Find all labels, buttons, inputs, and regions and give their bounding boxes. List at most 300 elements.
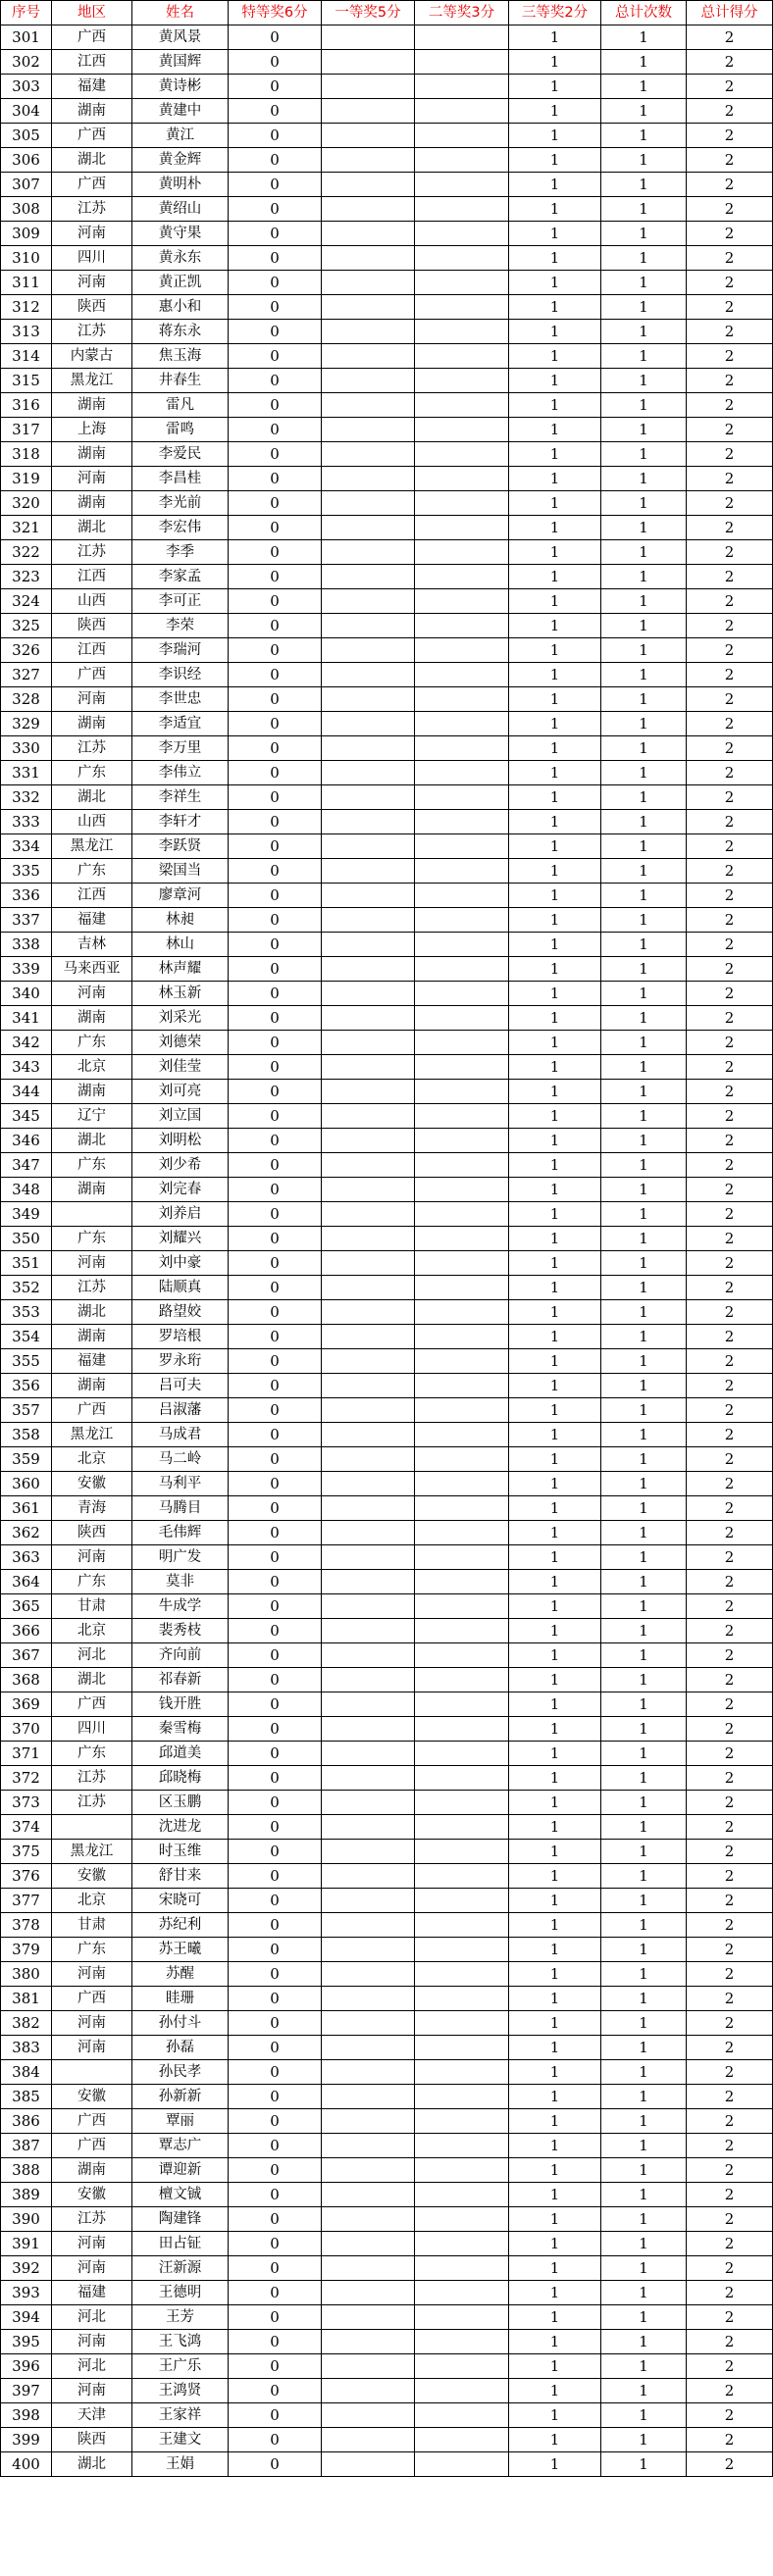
table-row xyxy=(1,736,773,761)
cell-first-prize xyxy=(322,2134,415,2158)
cell-total-count: 1 xyxy=(601,1717,687,1742)
cell-total-score: 2 xyxy=(687,2330,773,2354)
cell-first-prize xyxy=(322,1840,415,1864)
cell-special-prize: 0 xyxy=(229,344,322,369)
cell-region: 四川 xyxy=(52,1717,132,1742)
cell-third-prize: 1 xyxy=(509,491,601,516)
cell-total-score: 2 xyxy=(687,467,773,491)
table-row xyxy=(1,467,773,491)
cell-special-prize: 0 xyxy=(229,1472,322,1496)
cell-total-count: 1 xyxy=(601,25,687,50)
cell-name: 李可正 xyxy=(132,589,229,614)
cell-first-prize xyxy=(322,1742,415,1766)
cell-total-score: 2 xyxy=(687,491,773,516)
cell-second-prize xyxy=(415,614,509,638)
cell-third-prize: 1 xyxy=(509,638,601,663)
cell-region: 广东 xyxy=(52,1938,132,1962)
cell-name: 孙民孝 xyxy=(132,2060,229,2085)
cell-second-prize xyxy=(415,1349,509,1374)
cell-region: 马来西亚 xyxy=(52,957,132,982)
cell-total-score: 2 xyxy=(687,1570,773,1594)
cell-total-score: 2 xyxy=(687,1864,773,1889)
cell-second-prize xyxy=(415,320,509,344)
cell-third-prize: 1 xyxy=(509,1104,601,1129)
cell-second-prize xyxy=(415,75,509,99)
cell-third-prize: 1 xyxy=(509,1398,601,1423)
cell-total-score: 2 xyxy=(687,246,773,271)
cell-total-score: 2 xyxy=(687,369,773,393)
cell-index: 395 xyxy=(1,2330,52,2354)
cell-third-prize: 1 xyxy=(509,295,601,320)
cell-third-prize: 1 xyxy=(509,1178,601,1202)
cell-first-prize xyxy=(322,320,415,344)
cell-special-prize: 0 xyxy=(229,2183,322,2207)
cell-third-prize: 1 xyxy=(509,1766,601,1791)
cell-second-prize xyxy=(415,99,509,124)
cell-second-prize xyxy=(415,2305,509,2330)
cell-region: 广东 xyxy=(52,859,132,884)
cell-second-prize xyxy=(415,1717,509,1742)
table-row xyxy=(1,25,773,50)
cell-name: 秦雪梅 xyxy=(132,1717,229,1742)
cell-special-prize: 0 xyxy=(229,1055,322,1080)
cell-second-prize xyxy=(415,1962,509,1987)
cell-region: 河南 xyxy=(52,2256,132,2281)
cell-name: 李昌桂 xyxy=(132,467,229,491)
cell-first-prize xyxy=(322,1987,415,2011)
cell-first-prize xyxy=(322,2183,415,2207)
cell-name: 莫非 xyxy=(132,1570,229,1594)
cell-second-prize xyxy=(415,1251,509,1276)
cell-region: 河南 xyxy=(52,1962,132,1987)
cell-region: 福建 xyxy=(52,908,132,933)
cell-special-prize: 0 xyxy=(229,2330,322,2354)
cell-region: 江苏 xyxy=(52,1791,132,1815)
cell-index: 356 xyxy=(1,1374,52,1398)
cell-first-prize xyxy=(322,1055,415,1080)
cell-first-prize xyxy=(322,344,415,369)
cell-total-count: 1 xyxy=(601,246,687,271)
cell-total-count: 1 xyxy=(601,663,687,687)
cell-second-prize xyxy=(415,1006,509,1031)
cell-total-score: 2 xyxy=(687,1104,773,1129)
cell-name: 黄诗彬 xyxy=(132,75,229,99)
cell-index: 317 xyxy=(1,418,52,442)
cell-first-prize xyxy=(322,589,415,614)
cell-second-prize xyxy=(415,516,509,540)
cell-third-prize: 1 xyxy=(509,1619,601,1643)
cell-second-prize xyxy=(415,1374,509,1398)
cell-third-prize: 1 xyxy=(509,2452,601,2477)
cell-special-prize: 0 xyxy=(229,1938,322,1962)
table-row xyxy=(1,1864,773,1889)
cell-region: 河南 xyxy=(52,222,132,246)
cell-special-prize: 0 xyxy=(229,1349,322,1374)
cell-region: 河南 xyxy=(52,271,132,295)
cell-total-score: 2 xyxy=(687,1423,773,1447)
table-row xyxy=(1,1545,773,1570)
cell-name: 刘少希 xyxy=(132,1153,229,1178)
cell-first-prize xyxy=(322,2232,415,2256)
cell-second-prize xyxy=(415,369,509,393)
cell-name: 谭迎新 xyxy=(132,2158,229,2183)
cell-index: 338 xyxy=(1,933,52,957)
cell-total-count: 1 xyxy=(601,50,687,75)
table-row xyxy=(1,1006,773,1031)
table-row xyxy=(1,2452,773,2477)
cell-total-count: 1 xyxy=(601,957,687,982)
table-row xyxy=(1,1791,773,1815)
cell-second-prize xyxy=(415,908,509,933)
cell-third-prize: 1 xyxy=(509,1227,601,1251)
cell-first-prize xyxy=(322,222,415,246)
cell-second-prize xyxy=(415,2232,509,2256)
cell-special-prize: 0 xyxy=(229,834,322,859)
cell-name: 邱道美 xyxy=(132,1742,229,1766)
cell-special-prize: 0 xyxy=(229,614,322,638)
cell-special-prize: 0 xyxy=(229,2428,322,2452)
cell-second-prize xyxy=(415,957,509,982)
cell-first-prize xyxy=(322,712,415,736)
cell-total-count: 1 xyxy=(601,222,687,246)
cell-total-score: 2 xyxy=(687,1938,773,1962)
cell-third-prize: 1 xyxy=(509,75,601,99)
cell-special-prize: 0 xyxy=(229,1006,322,1031)
cell-third-prize: 1 xyxy=(509,1545,601,1570)
cell-total-score: 2 xyxy=(687,2452,773,2477)
cell-name: 林声耀 xyxy=(132,957,229,982)
cell-second-prize xyxy=(415,442,509,467)
cell-total-count: 1 xyxy=(601,1398,687,1423)
cell-name: 牛成学 xyxy=(132,1594,229,1619)
table-row xyxy=(1,75,773,99)
cell-index: 363 xyxy=(1,1545,52,1570)
cell-index: 353 xyxy=(1,1300,52,1325)
cell-total-count: 1 xyxy=(601,173,687,197)
cell-index: 374 xyxy=(1,1815,52,1840)
cell-index: 366 xyxy=(1,1619,52,1643)
cell-index: 360 xyxy=(1,1472,52,1496)
cell-region: 青海 xyxy=(52,1496,132,1521)
cell-third-prize: 1 xyxy=(509,1692,601,1717)
cell-total-score: 2 xyxy=(687,295,773,320)
cell-index: 373 xyxy=(1,1791,52,1815)
cell-special-prize: 0 xyxy=(229,540,322,565)
cell-index: 385 xyxy=(1,2085,52,2109)
cell-region: 广西 xyxy=(52,663,132,687)
table-row xyxy=(1,1668,773,1692)
cell-total-score: 2 xyxy=(687,1374,773,1398)
cell-total-score: 2 xyxy=(687,173,773,197)
cell-total-score: 2 xyxy=(687,2305,773,2330)
cell-second-prize xyxy=(415,295,509,320)
cell-name: 王广乐 xyxy=(132,2354,229,2379)
cell-third-prize: 1 xyxy=(509,687,601,712)
cell-region: 甘肃 xyxy=(52,1594,132,1619)
cell-first-prize xyxy=(322,148,415,173)
cell-first-prize xyxy=(322,2158,415,2183)
cell-total-score: 2 xyxy=(687,1815,773,1840)
cell-total-score: 2 xyxy=(687,1717,773,1742)
cell-index: 315 xyxy=(1,369,52,393)
table-row xyxy=(1,1447,773,1472)
cell-name: 林昶 xyxy=(132,908,229,933)
cell-name: 雷鸣 xyxy=(132,418,229,442)
cell-first-prize xyxy=(322,1619,415,1643)
cell-third-prize: 1 xyxy=(509,173,601,197)
cell-second-prize xyxy=(415,467,509,491)
cell-region: 湖北 xyxy=(52,1129,132,1153)
table-row xyxy=(1,1692,773,1717)
cell-region: 内蒙古 xyxy=(52,344,132,369)
table-row xyxy=(1,982,773,1006)
table-row xyxy=(1,785,773,810)
cell-second-prize xyxy=(415,540,509,565)
cell-total-count: 1 xyxy=(601,2158,687,2183)
cell-second-prize xyxy=(415,565,509,589)
table-row xyxy=(1,124,773,148)
cell-first-prize xyxy=(322,785,415,810)
cell-first-prize xyxy=(322,2330,415,2354)
cell-second-prize xyxy=(415,2330,509,2354)
table-row xyxy=(1,1349,773,1374)
cell-first-prize xyxy=(322,2036,415,2060)
cell-second-prize xyxy=(415,663,509,687)
table-row xyxy=(1,933,773,957)
cell-name: 陶建锋 xyxy=(132,2207,229,2232)
cell-special-prize: 0 xyxy=(229,1742,322,1766)
cell-index: 367 xyxy=(1,1643,52,1668)
cell-third-prize: 1 xyxy=(509,957,601,982)
cell-name: 马腾目 xyxy=(132,1496,229,1521)
cell-third-prize: 1 xyxy=(509,2183,601,2207)
cell-special-prize: 0 xyxy=(229,565,322,589)
cell-name: 马成君 xyxy=(132,1423,229,1447)
table-row xyxy=(1,1227,773,1251)
cell-total-count: 1 xyxy=(601,687,687,712)
cell-total-count: 1 xyxy=(601,467,687,491)
cell-third-prize: 1 xyxy=(509,1472,601,1496)
header-row xyxy=(1,1,773,25)
cell-special-prize: 0 xyxy=(229,1545,322,1570)
cell-name: 钱开胜 xyxy=(132,1692,229,1717)
cell-index: 330 xyxy=(1,736,52,761)
cell-total-score: 2 xyxy=(687,2207,773,2232)
cell-first-prize xyxy=(322,1227,415,1251)
cell-region: 四川 xyxy=(52,246,132,271)
cell-name: 汪新源 xyxy=(132,2256,229,2281)
table-row xyxy=(1,957,773,982)
cell-first-prize xyxy=(322,173,415,197)
cell-total-score: 2 xyxy=(687,1962,773,1987)
cell-first-prize xyxy=(322,834,415,859)
cell-total-score: 2 xyxy=(687,736,773,761)
cell-total-score: 2 xyxy=(687,1325,773,1349)
cell-total-score: 2 xyxy=(687,1153,773,1178)
cell-third-prize: 1 xyxy=(509,2354,601,2379)
cell-region xyxy=(52,1815,132,1840)
cell-total-score: 2 xyxy=(687,2379,773,2403)
cell-third-prize: 1 xyxy=(509,1742,601,1766)
table-row xyxy=(1,884,773,908)
cell-index: 302 xyxy=(1,50,52,75)
cell-second-prize xyxy=(415,1104,509,1129)
cell-total-score: 2 xyxy=(687,50,773,75)
table-row xyxy=(1,1153,773,1178)
cell-total-count: 1 xyxy=(601,2354,687,2379)
cell-total-count: 1 xyxy=(601,516,687,540)
cell-first-prize xyxy=(322,1202,415,1227)
cell-third-prize: 1 xyxy=(509,933,601,957)
cell-total-score: 2 xyxy=(687,1987,773,2011)
cell-index: 394 xyxy=(1,2305,52,2330)
cell-total-count: 1 xyxy=(601,1129,687,1153)
cell-total-count: 1 xyxy=(601,1104,687,1129)
cell-second-prize xyxy=(415,1300,509,1325)
cell-first-prize xyxy=(322,1276,415,1300)
cell-total-count: 1 xyxy=(601,2036,687,2060)
cell-name: 罗永珩 xyxy=(132,1349,229,1374)
cell-total-count: 1 xyxy=(601,2085,687,2109)
cell-total-count: 1 xyxy=(601,982,687,1006)
cell-region: 安徽 xyxy=(52,2085,132,2109)
cell-region: 河南 xyxy=(52,1251,132,1276)
cell-first-prize xyxy=(322,467,415,491)
cell-total-count: 1 xyxy=(601,2011,687,2036)
table-row xyxy=(1,663,773,687)
cell-total-score: 2 xyxy=(687,982,773,1006)
cell-special-prize: 0 xyxy=(229,712,322,736)
cell-special-prize: 0 xyxy=(229,1791,322,1815)
cell-total-score: 2 xyxy=(687,1692,773,1717)
cell-total-score: 2 xyxy=(687,148,773,173)
cell-region: 江苏 xyxy=(52,197,132,222)
cell-third-prize: 1 xyxy=(509,1594,601,1619)
table-row xyxy=(1,1521,773,1545)
cell-first-prize xyxy=(322,1938,415,1962)
cell-total-score: 2 xyxy=(687,344,773,369)
cell-special-prize: 0 xyxy=(229,491,322,516)
header-second-prize: 二等奖3分 xyxy=(415,1,509,25)
cell-first-prize xyxy=(322,516,415,540)
cell-total-score: 2 xyxy=(687,1006,773,1031)
table-row xyxy=(1,2403,773,2428)
cell-special-prize: 0 xyxy=(229,1815,322,1840)
cell-second-prize xyxy=(415,1202,509,1227)
cell-index: 351 xyxy=(1,1251,52,1276)
cell-index: 392 xyxy=(1,2256,52,2281)
cell-total-score: 2 xyxy=(687,1766,773,1791)
table-row xyxy=(1,810,773,834)
cell-index: 357 xyxy=(1,1398,52,1423)
cell-first-prize xyxy=(322,663,415,687)
cell-third-prize: 1 xyxy=(509,99,601,124)
cell-second-prize xyxy=(415,1692,509,1717)
cell-name: 李跃贤 xyxy=(132,834,229,859)
cell-first-prize xyxy=(322,1178,415,1202)
cell-name: 井春生 xyxy=(132,369,229,393)
cell-third-prize: 1 xyxy=(509,124,601,148)
cell-special-prize: 0 xyxy=(229,761,322,785)
cell-total-count: 1 xyxy=(601,565,687,589)
cell-second-prize xyxy=(415,173,509,197)
cell-index: 320 xyxy=(1,491,52,516)
cell-index: 398 xyxy=(1,2403,52,2428)
cell-name: 眭珊 xyxy=(132,1987,229,2011)
cell-total-count: 1 xyxy=(601,1227,687,1251)
cell-region: 甘肃 xyxy=(52,1913,132,1938)
cell-third-prize: 1 xyxy=(509,1815,601,1840)
cell-second-prize xyxy=(415,1521,509,1545)
cell-first-prize xyxy=(322,442,415,467)
cell-index: 389 xyxy=(1,2183,52,2207)
cell-third-prize: 1 xyxy=(509,25,601,50)
table-row xyxy=(1,1619,773,1643)
cell-special-prize: 0 xyxy=(229,124,322,148)
cell-name: 毛伟辉 xyxy=(132,1521,229,1545)
table-row xyxy=(1,2281,773,2305)
cell-special-prize: 0 xyxy=(229,2256,322,2281)
table-row xyxy=(1,1962,773,1987)
cell-index: 349 xyxy=(1,1202,52,1227)
cell-special-prize: 0 xyxy=(229,1987,322,2011)
cell-special-prize: 0 xyxy=(229,687,322,712)
cell-special-prize: 0 xyxy=(229,589,322,614)
cell-total-count: 1 xyxy=(601,2330,687,2354)
cell-name: 黄永东 xyxy=(132,246,229,271)
cell-index: 400 xyxy=(1,2452,52,2477)
cell-second-prize xyxy=(415,1496,509,1521)
cell-total-score: 2 xyxy=(687,1889,773,1913)
cell-region: 广西 xyxy=(52,124,132,148)
cell-region: 北京 xyxy=(52,1619,132,1643)
cell-second-prize xyxy=(415,1742,509,1766)
cell-special-prize: 0 xyxy=(229,393,322,418)
cell-name: 黄守果 xyxy=(132,222,229,246)
cell-index: 375 xyxy=(1,1840,52,1864)
cell-total-count: 1 xyxy=(601,2207,687,2232)
cell-total-count: 1 xyxy=(601,2183,687,2207)
table-row xyxy=(1,2256,773,2281)
cell-second-prize xyxy=(415,1227,509,1251)
cell-total-count: 1 xyxy=(601,1055,687,1080)
cell-index: 350 xyxy=(1,1227,52,1251)
cell-name: 李宏伟 xyxy=(132,516,229,540)
cell-total-count: 1 xyxy=(601,1643,687,1668)
cell-second-prize xyxy=(415,1668,509,1692)
cell-special-prize: 0 xyxy=(229,1570,322,1594)
cell-name: 檀文铖 xyxy=(132,2183,229,2207)
cell-total-count: 1 xyxy=(601,2256,687,2281)
cell-region: 吉林 xyxy=(52,933,132,957)
table-row xyxy=(1,1276,773,1300)
cell-total-count: 1 xyxy=(601,344,687,369)
cell-total-count: 1 xyxy=(601,1423,687,1447)
cell-index: 358 xyxy=(1,1423,52,1447)
cell-total-score: 2 xyxy=(687,516,773,540)
cell-total-score: 2 xyxy=(687,1202,773,1227)
cell-second-prize xyxy=(415,638,509,663)
cell-second-prize xyxy=(415,1178,509,1202)
cell-second-prize xyxy=(415,25,509,50)
cell-special-prize: 0 xyxy=(229,2207,322,2232)
cell-first-prize xyxy=(322,25,415,50)
cell-second-prize xyxy=(415,1080,509,1104)
cell-total-count: 1 xyxy=(601,124,687,148)
cell-index: 336 xyxy=(1,884,52,908)
cell-special-prize: 0 xyxy=(229,2403,322,2428)
cell-first-prize xyxy=(322,124,415,148)
